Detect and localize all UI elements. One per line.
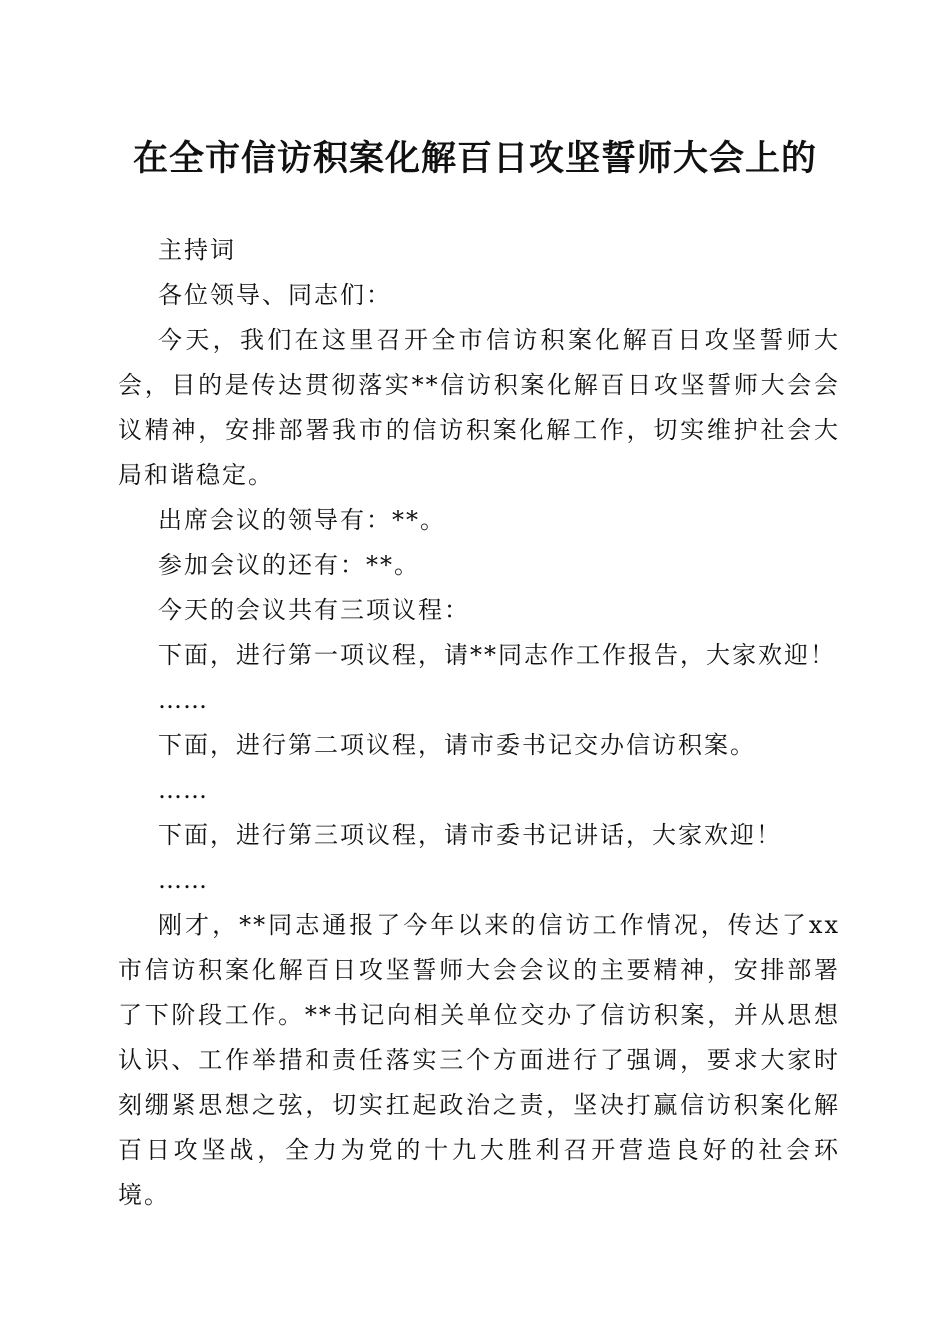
paragraph-leaders-present: 出席会议的领导有：**。 bbox=[158, 506, 446, 534]
paragraph-also-attending: 参加会议的还有：**。 bbox=[158, 551, 420, 579]
document-title: 在全市信访积案化解百日攻坚誓师大会上的 bbox=[132, 139, 817, 179]
paragraph-agenda-item-2: 下面，进行第二项议程，请市委书记交办信访积案。 bbox=[158, 731, 756, 759]
paragraph-heading-subtitle: 主持词 bbox=[158, 236, 236, 264]
paragraph-summary: 刚才，**同志通报了今年以来的信访工作情况，传达了xx市信访积案化解百日攻坚誓师大会会议的主要精神，安排部署了下阶段工作。**书记向相关单位交办了信访积案，并从思想认识、工作举措和责任落实三个方面进行了强调，要求大家时刻绷紧思想之弦，切实扛起政治之责，坚决打赢信访积案化解百日攻坚战，全力为党的十九大胜利召开营造良好的社会环境。 bbox=[118, 911, 840, 1209]
paragraph-agenda-item-1: 下面，进行第一项议程，请**同志作工作报告，大家欢迎！ bbox=[158, 641, 836, 669]
paragraph-agenda-item-3: 下面，进行第三项议程，请市委书记讲话，大家欢迎！ bbox=[158, 821, 782, 849]
document-body bbox=[118, 228, 840, 1218]
paragraph-agenda-intro: 今天的会议共有三项议程： bbox=[158, 596, 470, 624]
paragraph-salutation: 各位领导、同志们： bbox=[158, 281, 392, 309]
ellipsis-3: …… bbox=[158, 866, 208, 894]
paragraph-opening: 今天，我们在这里召开全市信访积案化解百日攻坚誓师大会，目的是传达贯彻落实**信访积案化解百日攻坚誓师大会会议精神，安排部署我市的信访积案化解工作，切实维护社会大局和谐稳定。 bbox=[118, 326, 840, 489]
ellipsis-2: …… bbox=[158, 776, 208, 804]
ellipsis-1: …… bbox=[158, 686, 208, 714]
